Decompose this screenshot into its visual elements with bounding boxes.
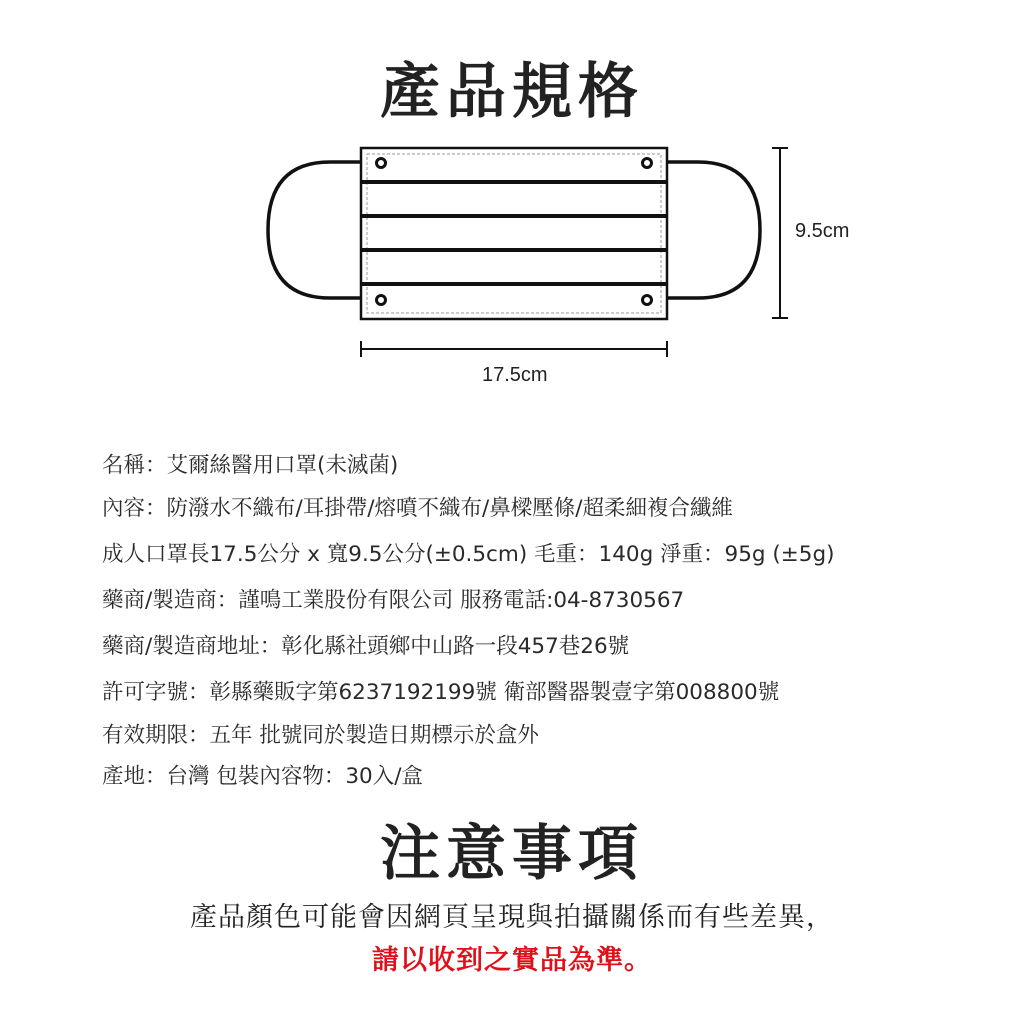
spec-expiry: 有效期限：五年 批號同於製造日期標示於盒外 [102, 723, 539, 748]
width-dimension [361, 341, 667, 357]
spec-contents: 內容：防潑水不織布/耳掛帶/熔噴不織布/鼻樑壓條/超柔細複合纖維 [102, 496, 733, 521]
mask-diagram [0, 130, 1024, 390]
spec-license: 許可字號：彰縣藥販字第6237192199號 衛部醫器製壹字第008800號 [102, 680, 780, 705]
height-label: 9.5cm [795, 220, 850, 242]
spec-manufacturer: 藥商/製造商：謹鳴工業股份有限公司 服務電話:04-8730567 [102, 588, 685, 613]
spec-size-weight: 成人口罩長17.5公分 x 寬9.5公分(±0.5cm) 毛重：140g 淨重：95g (±5g) [102, 542, 835, 567]
mask-body [361, 148, 667, 319]
notice-title: 注意事項 [380, 819, 644, 889]
notice-color-disclaimer: 產品顏色可能會因網頁呈現與拍攝關係而有些差異， [190, 902, 834, 933]
spec-address: 藥商/製造商地址：彰化縣社頭鄉中山路一段457巷26號 [102, 634, 630, 659]
notice-actual-product: 請以收到之實品為準。 [372, 945, 652, 976]
width-label: 17.5cm [482, 364, 548, 386]
height-dimension [772, 148, 788, 318]
spec-title: 產品規格 [380, 57, 644, 127]
spec-name: 名稱：艾爾絲醫用口罩(未滅菌) [102, 453, 399, 478]
spec-origin-package: 產地：台灣 包裝內容物：30入/盒 [102, 764, 423, 789]
